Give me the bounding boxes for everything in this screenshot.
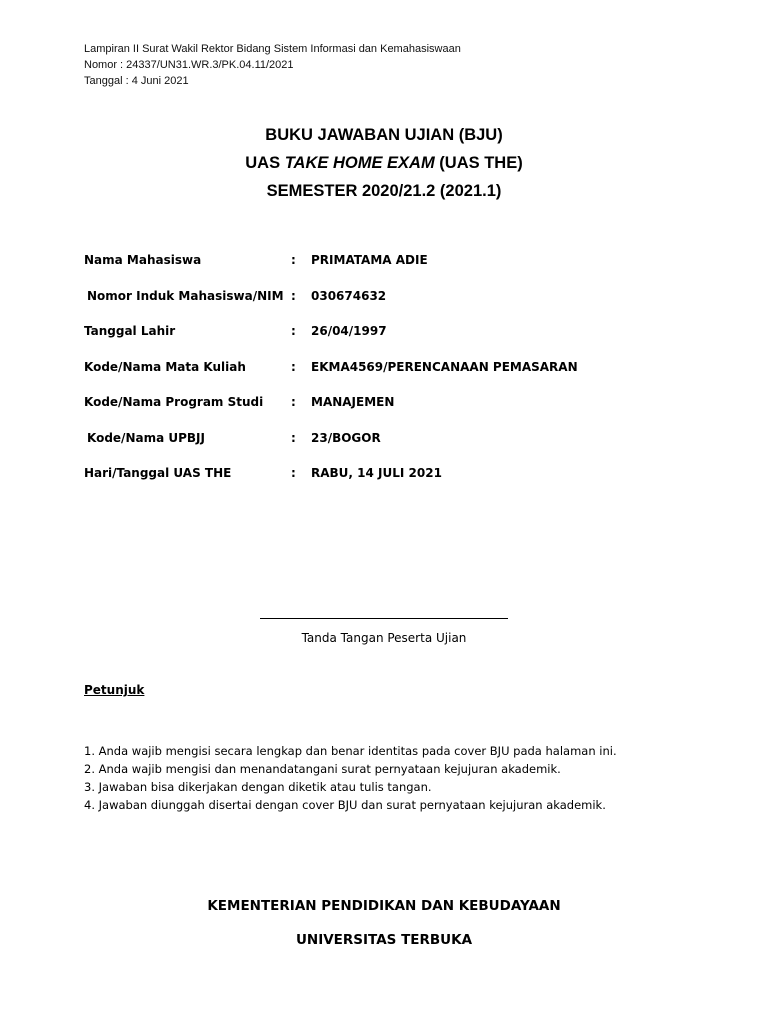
identity-label: Kode/Nama Mata Kuliah xyxy=(84,359,246,374)
identity-colon: : xyxy=(291,430,296,445)
identity-row xyxy=(84,395,704,431)
identity-label: Kode/Nama Program Studi xyxy=(84,395,264,409)
title-line-3: SEMESTER 2020/21.2 (2021.1) xyxy=(266,182,502,200)
identity-label: Tanggal Lahir xyxy=(84,324,176,338)
title-line-1: BUKU JAWABAN UJIAN (BJU) xyxy=(265,126,503,144)
instruction-item: 2. Anda wajib mengisi dan menandatangani surat pernyataan kejujuran akademik. xyxy=(84,762,561,776)
identity-value: 26/04/1997 xyxy=(311,324,387,338)
identity-label: Hari/Tanggal UAS THE xyxy=(84,466,232,480)
instruction-item: 4. Jawaban diunggah disertai dengan cover BJU dan surat pernyataan kejujuran akademik. xyxy=(84,798,606,812)
identity-colon: : xyxy=(291,466,296,480)
signature-block xyxy=(260,606,508,645)
signature-line xyxy=(260,606,508,619)
instruction-item: 3. Jawaban bisa dikerjakan dengan diketik atau tulis tangan. xyxy=(84,780,432,794)
identity-row xyxy=(84,431,704,467)
identity-value: MANAJEMEN xyxy=(311,395,395,409)
identity-colon: : xyxy=(291,288,296,303)
identity-label: Kode/Nama UPBJJ xyxy=(87,430,205,445)
identity-row xyxy=(84,360,704,396)
identity-colon: : xyxy=(291,324,296,338)
ministry-name: KEMENTERIAN PENDIDIKAN DAN KEBUDAYAAN xyxy=(207,898,561,914)
student-identity-table xyxy=(84,253,704,502)
document-title xyxy=(0,121,768,205)
signature-caption: Tanda Tangan Peserta Ujian xyxy=(301,631,467,645)
identity-row xyxy=(84,466,704,502)
title-line-2-prefix: UAS xyxy=(245,154,285,172)
identity-value: EKMA4569/PERENCANAAN PEMASARAN xyxy=(311,359,578,374)
title-line-2-suffix: (UAS THE) xyxy=(434,154,523,172)
identity-row xyxy=(84,324,704,360)
identity-row xyxy=(84,253,704,289)
instruction-item: 1. Anda wajib mengisi secara lengkap dan benar identitas pada cover BJU pada halaman ini. xyxy=(84,744,617,758)
identity-value: PRIMATAMA ADIE xyxy=(311,253,428,267)
letter-number: Nomor : 24337/UN31.WR.3/PK.04.11/2021 xyxy=(84,59,294,71)
identity-value: 23/BOGOR xyxy=(311,430,381,445)
identity-colon: : xyxy=(291,395,296,409)
identity-colon: : xyxy=(291,359,296,374)
title-line-2-italic: TAKE HOME EXAM xyxy=(284,154,435,172)
identity-label: Nama Mahasiswa xyxy=(84,253,202,267)
identity-value: 030674632 xyxy=(311,288,387,303)
identity-colon: : xyxy=(291,253,296,267)
identity-row xyxy=(84,289,704,325)
attachment-header xyxy=(84,41,461,89)
attachment-line: Lampiran II Surat Wakil Rektor Bidang Sistem Informasi dan Kemahasiswaan xyxy=(84,43,461,55)
title-line-2 xyxy=(0,149,768,177)
instructions-heading: Petunjuk xyxy=(84,683,145,697)
identity-value: RABU, 14 JULI 2021 xyxy=(311,466,442,480)
letter-date: Tanggal : 4 Juni 2021 xyxy=(84,75,189,87)
instructions-list xyxy=(84,742,617,814)
identity-label: Nomor Induk Mahasiswa/NIM xyxy=(87,288,284,303)
university-name: UNIVERSITAS TERBUKA xyxy=(295,932,473,948)
